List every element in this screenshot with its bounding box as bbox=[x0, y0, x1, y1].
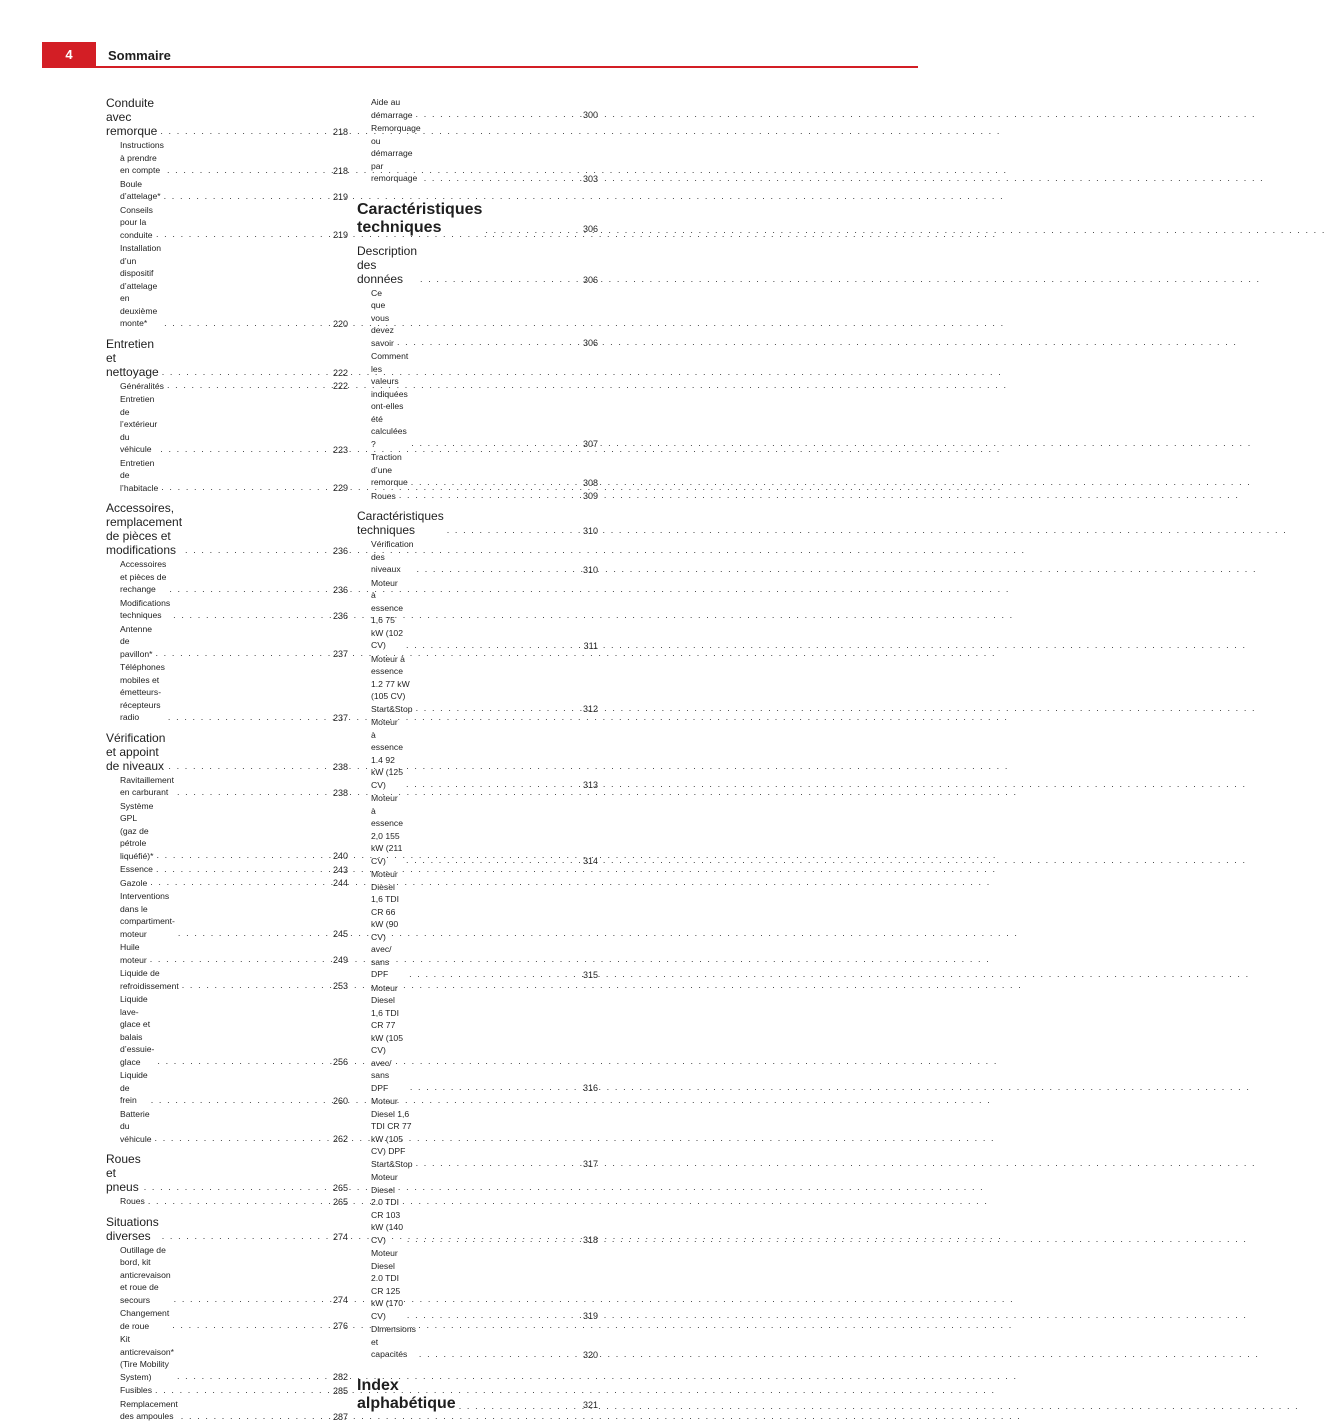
toc-entry-label: Kit anticrevaison* (Tire Mobility System) bbox=[120, 1334, 174, 1382]
toc-entry-label: Généralités bbox=[120, 380, 164, 391]
toc-entry[interactable] bbox=[106, 1333, 348, 1383]
toc-entry-label: Caractéristiques techniques bbox=[357, 509, 444, 537]
toc-entry-label: Roues bbox=[120, 1196, 145, 1206]
toc-section[interactable] bbox=[106, 731, 348, 773]
toc-entry-label: Outillage de bord, kit anticrevaison et roue de secours bbox=[120, 1244, 171, 1305]
toc-entry[interactable] bbox=[357, 96, 598, 121]
toc-entry[interactable] bbox=[106, 967, 348, 992]
toc-leader-dots bbox=[177, 787, 323, 797]
toc-right-column bbox=[357, 96, 598, 1415]
toc-entry[interactable] bbox=[357, 868, 598, 981]
toc-entry-label: Boule d’attelage* bbox=[120, 178, 161, 201]
toc-entry-label: Liquide de frein bbox=[120, 1070, 148, 1105]
toc-entry[interactable] bbox=[357, 1095, 598, 1170]
toc-entry-label: Moteur à essence 1.4 92 kW (125 CV) bbox=[371, 717, 404, 790]
toc-page-number: 308 bbox=[582, 477, 598, 488]
toc-page-number: 249 bbox=[332, 955, 348, 965]
toc-page-number: 317 bbox=[582, 1159, 598, 1169]
toc-leader-dots bbox=[447, 525, 573, 535]
toc-page-number: 300 bbox=[582, 110, 598, 120]
toc-leader-dots bbox=[410, 1082, 573, 1092]
toc-entry-label: Aide au démarrage bbox=[371, 97, 413, 120]
toc-page-number: 316 bbox=[582, 1083, 598, 1093]
toc-entry-label: Moteur Diesel 2.0 TDI CR 125 kW (170 CV) bbox=[371, 1248, 403, 1321]
toc-section[interactable] bbox=[106, 1215, 348, 1243]
toc-leader-dots bbox=[155, 648, 323, 658]
toc-leader-dots bbox=[407, 1234, 573, 1244]
toc-leader-dots bbox=[168, 712, 323, 722]
toc-entry[interactable] bbox=[106, 1398, 348, 1423]
toc-chapter[interactable] bbox=[357, 201, 598, 237]
toc-entry[interactable] bbox=[106, 1195, 348, 1208]
toc-entry[interactable] bbox=[106, 558, 348, 596]
toc-page-number: 318 bbox=[582, 1235, 598, 1245]
toc-entry[interactable] bbox=[106, 1108, 348, 1146]
toc-entry[interactable] bbox=[106, 877, 348, 890]
toc-leader-dots bbox=[424, 173, 573, 183]
toc-page-number: 285 bbox=[332, 1385, 348, 1396]
toc-entry-label: Comment les valeurs indiquées ont-elles été calculées ? bbox=[371, 351, 409, 449]
toc-page-number: 262 bbox=[332, 1134, 348, 1144]
toc-page-number: 218 bbox=[332, 127, 348, 137]
toc-entry-label: Moteur Diesel 2.0 TDI CR 103 kW (140 CV) bbox=[371, 1172, 403, 1245]
toc-section[interactable] bbox=[357, 244, 598, 286]
toc-leader-dots bbox=[150, 954, 323, 964]
toc-page-number: 219 bbox=[332, 191, 348, 202]
toc-page-number: 306 bbox=[582, 274, 598, 285]
toc-leader-dots bbox=[411, 438, 573, 448]
toc-entry-label: Ce que vous devez savoir bbox=[371, 287, 394, 348]
toc-leader-dots bbox=[155, 1385, 323, 1395]
toc-leader-dots bbox=[167, 165, 323, 175]
toc-leader-dots bbox=[397, 337, 573, 347]
toc-entry-label: Moteur à essence 1.2 77 kW (105 CV) Start&Stop bbox=[371, 653, 413, 714]
toc-leader-dots bbox=[174, 1294, 323, 1304]
toc-entry[interactable] bbox=[106, 890, 348, 940]
toc-entry[interactable] bbox=[357, 451, 598, 489]
toc-leader-dots bbox=[167, 380, 323, 390]
toc-entry-label: Moteur Diesel 1,6 TDI CR 66 kW (90 CV) avec/ sans DPF bbox=[371, 869, 400, 979]
toc-page-number: 287 bbox=[332, 1411, 348, 1422]
toc-entry-label: Changement de roue bbox=[120, 1308, 170, 1331]
toc-entry[interactable] bbox=[106, 139, 348, 177]
toc-entry-label: Moteur Diesel 1,6 TDI CR 77 kW (105 CV) DPF Start&Stop bbox=[371, 1096, 413, 1169]
toc-leader-dots bbox=[151, 1095, 323, 1105]
toc-page-number: 274 bbox=[332, 1231, 348, 1242]
toc-entry-label: Caractéristiques techniques bbox=[357, 200, 483, 236]
toc-page-number: 229 bbox=[332, 483, 348, 493]
header-rule bbox=[96, 66, 918, 68]
toc-page-number: 276 bbox=[332, 1321, 348, 1331]
toc-entry[interactable] bbox=[106, 457, 348, 495]
toc-entry-label: Entretien et nettoyage bbox=[106, 336, 159, 379]
toc-section[interactable] bbox=[106, 1152, 348, 1194]
toc-section[interactable] bbox=[106, 96, 348, 138]
toc-entry[interactable] bbox=[357, 287, 598, 350]
toc-entry[interactable] bbox=[357, 538, 598, 576]
toc-chapter[interactable] bbox=[357, 1377, 598, 1413]
toc-leader-dots bbox=[409, 969, 573, 979]
toc-entry-label: Essence bbox=[120, 864, 153, 874]
toc-entry[interactable] bbox=[357, 1323, 598, 1361]
toc-page-number: 313 bbox=[582, 780, 598, 790]
toc-entry-label: Téléphones mobiles et émetteurs-récepteurs radio bbox=[120, 662, 165, 722]
toc-leader-dots bbox=[485, 225, 573, 235]
toc-entry[interactable] bbox=[106, 1307, 348, 1332]
toc-page-number: 256 bbox=[332, 1057, 348, 1067]
toc-entry[interactable] bbox=[357, 716, 598, 791]
toc-entry[interactable] bbox=[357, 982, 598, 1095]
toc-leader-dots bbox=[148, 1196, 323, 1206]
toc-entry-label: Antenne de pavillon* bbox=[120, 623, 153, 659]
toc-page-number: 236 bbox=[332, 610, 348, 621]
toc-leader-dots bbox=[411, 477, 573, 487]
toc-page-number: 223 bbox=[332, 444, 348, 455]
toc-entry[interactable] bbox=[357, 653, 598, 716]
toc-leader-dots bbox=[406, 779, 573, 789]
toc-entry[interactable] bbox=[106, 242, 348, 330]
toc-entry[interactable] bbox=[106, 1069, 348, 1107]
toc-entry-label: Situations diverses bbox=[106, 1214, 159, 1243]
toc-page-number: 243 bbox=[332, 864, 348, 875]
toc-entry-label: Remplacement des ampoules bbox=[120, 1398, 178, 1421]
toc-page-number: 244 bbox=[332, 878, 348, 888]
toc-leader-dots bbox=[407, 1310, 573, 1320]
toc-entry-label: Roues et pneus bbox=[106, 1152, 141, 1194]
toc-entry[interactable] bbox=[357, 1247, 598, 1322]
toc-leader-dots bbox=[161, 482, 323, 492]
toc-entry-label: Description des données bbox=[357, 243, 418, 286]
toc-page-number: 282 bbox=[332, 1372, 348, 1382]
toc-entry[interactable] bbox=[106, 1384, 348, 1397]
toc-page-number: 222 bbox=[332, 381, 348, 391]
toc-entry-label: Interventions dans le compartiment-moteur bbox=[120, 891, 175, 939]
toc-page-number: 303 bbox=[582, 173, 598, 184]
toc-entry[interactable] bbox=[106, 380, 348, 393]
toc-entry[interactable] bbox=[357, 577, 598, 652]
toc-page-number: 253 bbox=[332, 981, 348, 991]
page-title: Sommaire bbox=[108, 48, 171, 63]
toc-entry-label: Huile moteur bbox=[120, 942, 147, 965]
toc-entry-label: Moteur à essence 2,0 155 kW (211 CV) bbox=[371, 793, 404, 866]
toc-entry-label: Ravitaillement en carburant bbox=[120, 774, 174, 797]
toc-page-number: 218 bbox=[332, 165, 348, 176]
toc-entry-label: Gazole bbox=[120, 877, 148, 888]
toc-entry-label: Traction d’une remorque bbox=[371, 452, 408, 487]
toc-entry-label: Dimensions et capacités bbox=[371, 1324, 416, 1359]
toc-entry-label: Roues bbox=[371, 490, 396, 501]
toc-entry-label: Conduite avec remorque bbox=[106, 96, 158, 138]
toc-entry[interactable] bbox=[106, 1244, 348, 1307]
toc-entry-label: Conseils pour la conduite bbox=[120, 204, 153, 240]
toc-entry[interactable] bbox=[357, 1171, 598, 1246]
toc-page-number: 236 bbox=[332, 546, 348, 556]
toc-section[interactable] bbox=[357, 509, 598, 537]
toc-entry-label: Batterie du véhicule bbox=[120, 1108, 152, 1144]
toc-page-number: 240 bbox=[332, 851, 348, 861]
toc-entry[interactable] bbox=[106, 800, 348, 863]
toc-section[interactable] bbox=[106, 337, 348, 379]
toc-leader-dots bbox=[160, 126, 323, 136]
toc-leader-dots bbox=[162, 367, 323, 377]
toc-page-number: 238 bbox=[332, 787, 348, 798]
toc-page-number: 265 bbox=[332, 1183, 348, 1193]
toc-entry-label: Liquide de refroidissement bbox=[120, 968, 179, 991]
toc-entry[interactable] bbox=[106, 774, 348, 799]
toc-leader-dots bbox=[157, 1056, 323, 1066]
toc-page-number: 219 bbox=[332, 230, 348, 240]
toc-leader-dots bbox=[416, 1158, 573, 1168]
toc-entry[interactable] bbox=[357, 490, 598, 503]
toc-page-number: 312 bbox=[582, 704, 598, 714]
toc-leader-dots bbox=[156, 864, 323, 874]
toc-page-number: 265 bbox=[332, 1196, 348, 1207]
toc-page-number: 245 bbox=[332, 929, 348, 939]
toc-page-number: 310 bbox=[582, 564, 598, 575]
toc-leader-dots bbox=[406, 640, 573, 650]
toc-entry-label: Entretien de l’habitacle bbox=[120, 457, 159, 493]
toc-leader-dots bbox=[177, 1371, 323, 1381]
toc-left-column bbox=[106, 96, 348, 1423]
toc-leader-dots bbox=[178, 928, 323, 938]
toc-page-number: 311 bbox=[583, 640, 598, 651]
toc-entry[interactable] bbox=[106, 941, 348, 966]
toc-page-number: 306 bbox=[582, 223, 598, 234]
toc-entry[interactable] bbox=[357, 792, 598, 867]
toc-page-number: 237 bbox=[332, 712, 348, 723]
toc-page-number: 315 bbox=[582, 969, 598, 980]
toc-page-number: 314 bbox=[582, 856, 598, 866]
toc-leader-dots bbox=[172, 1320, 323, 1330]
toc-entry-label: Instructions à prendre en compte bbox=[120, 140, 164, 175]
toc-entry-label: Moteur Diesel 1,6 TDI CR 77 kW (105 CV) avec/ sans DPF bbox=[371, 982, 403, 1093]
toc-leader-dots bbox=[160, 444, 323, 454]
toc-entry-label: Remorquage ou démarrage par remorquage bbox=[371, 123, 421, 183]
toc-entry-label: Entretien de l’extérieur du véhicule bbox=[120, 394, 158, 454]
toc-page-number: 321 bbox=[582, 1399, 598, 1410]
toc-leader-dots bbox=[155, 1133, 323, 1143]
page-number: 4 bbox=[65, 47, 73, 62]
toc-leader-dots bbox=[417, 564, 573, 574]
toc-section[interactable] bbox=[106, 501, 348, 557]
toc-leader-dots bbox=[459, 1401, 573, 1411]
toc-leader-dots bbox=[162, 1231, 323, 1241]
toc-leader-dots bbox=[156, 229, 323, 239]
toc-leader-dots bbox=[182, 980, 323, 990]
toc-leader-dots bbox=[185, 545, 323, 555]
toc-page-number: 309 bbox=[582, 491, 598, 501]
toc-leader-dots bbox=[150, 877, 323, 887]
toc-entry-label: Installation d’un dispositif d’attelage en deuxième monte* bbox=[120, 243, 162, 328]
toc-entry[interactable] bbox=[357, 122, 598, 185]
toc-page-number: 222 bbox=[332, 367, 348, 378]
toc-leader-dots bbox=[144, 1182, 323, 1192]
toc-entry-label: Liquide lave-glace et balais d’essuie-glace bbox=[120, 994, 155, 1067]
toc-entry-label: Vérification des niveaux bbox=[371, 539, 414, 574]
toc-leader-dots bbox=[156, 850, 323, 860]
toc-page-number: 274 bbox=[332, 1295, 348, 1305]
toc-entry-label: Système GPL (gaz de pétrole liquéfié)* bbox=[120, 800, 154, 861]
toc-entry[interactable] bbox=[106, 661, 348, 724]
toc-entry[interactable] bbox=[106, 993, 348, 1068]
toc-entry[interactable] bbox=[357, 350, 598, 450]
toc-entry[interactable] bbox=[106, 863, 348, 876]
toc-entry[interactable] bbox=[106, 597, 348, 622]
toc-page-number: 220 bbox=[332, 318, 348, 329]
toc-leader-dots bbox=[420, 274, 573, 284]
toc-entry-label: Vérification et appoint de niveaux bbox=[106, 730, 166, 773]
toc-leader-dots bbox=[173, 610, 323, 620]
toc-leader-dots bbox=[419, 1349, 573, 1359]
toc-leader-dots bbox=[164, 318, 323, 328]
toc-page-number: 306 bbox=[582, 338, 598, 348]
toc-page-number: 236 bbox=[332, 584, 348, 595]
toc-leader-dots bbox=[181, 1411, 323, 1421]
toc-entry-label: Moteur à essence 1,6 75 kW (102 CV) bbox=[371, 577, 404, 650]
toc-entry-label: Accessoires, remplacement de pièces et modifications bbox=[106, 501, 183, 557]
toc-leader-dots bbox=[416, 703, 573, 713]
toc-page-number: 237 bbox=[332, 649, 348, 659]
toc-entry[interactable] bbox=[106, 178, 348, 203]
toc-page-number: 319 bbox=[582, 1311, 598, 1321]
toc-entry-label: Modifications techniques bbox=[120, 597, 171, 620]
toc-entry[interactable] bbox=[106, 393, 348, 456]
toc-entry-label: Accessoires et pièces de rechange bbox=[120, 559, 167, 594]
toc-page-number: 307 bbox=[582, 439, 598, 449]
toc-leader-dots bbox=[164, 191, 323, 201]
toc-leader-dots bbox=[168, 761, 323, 771]
toc-entry[interactable] bbox=[106, 204, 348, 242]
toc-leader-dots bbox=[169, 584, 323, 594]
toc-entry-label: Index alphabétique bbox=[357, 1376, 456, 1412]
toc-leader-dots bbox=[416, 109, 573, 119]
toc-page-number: 310 bbox=[582, 526, 598, 536]
toc-page-number: 238 bbox=[332, 761, 348, 772]
toc-leader-dots bbox=[399, 490, 573, 500]
toc-entry[interactable] bbox=[106, 623, 348, 661]
toc-page-number: 320 bbox=[582, 1349, 598, 1360]
toc-page-number: 260 bbox=[332, 1095, 348, 1106]
toc-entry-label: Fusibles bbox=[120, 1385, 152, 1395]
toc-leader-dots bbox=[406, 855, 573, 865]
